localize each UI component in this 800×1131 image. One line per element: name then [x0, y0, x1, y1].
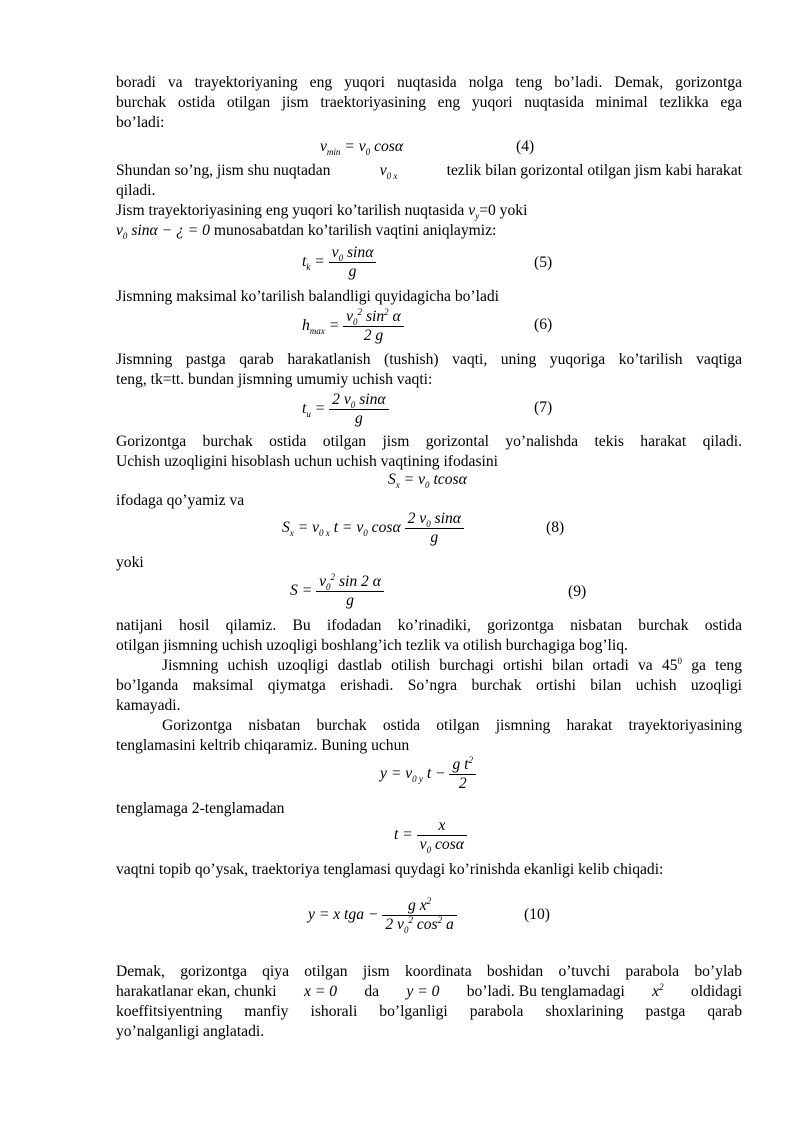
text-line: otilgan jismning uchish uzoqligi boshlang’ich tezlik va otilish burchagiga bog’liq.: [116, 637, 628, 654]
text-line: [116, 161, 742, 180]
text-line: vaqtni topib qo’ysak, traektoriya tenglamasi quydagi ko’rinishda ekanligi kelib chiqadi:: [116, 861, 664, 878]
text-line: natijani hosil qilamiz. Bu ifodadan ko’rinadiki, gorizontga nisbatan burchak ostida: [116, 617, 742, 634]
equation-number: (5): [534, 254, 553, 271]
text-line: qiladi.: [116, 182, 156, 199]
text-segment: Shundan so’ng, jism shu nuqtadan: [116, 162, 331, 179]
equation-10: y = x tga − $\frac{g x^2}{2 v_0^2 \cos^2 a}$: [308, 897, 457, 934]
text-line: tenglamasini keltrib chiqaramiz. Buning uchun: [116, 737, 410, 754]
text-line: kamayadi.: [116, 697, 181, 714]
text-line: teng, tk=tt. bundan jismning umumiy uchish vaqti:: [116, 371, 433, 388]
text-line: [116, 221, 742, 240]
equation-6: $h_{max}$ = $\frac{v_0^2 \sin^2 \alpha}{2 g}$: [302, 308, 404, 345]
text-line: yo’nalganligi anglatadi.: [116, 1023, 265, 1040]
text-line: bo’lganda maksimal qiymatga erishadi. So’ngra burchak ortishi bilan uchish uzoqligi: [116, 677, 742, 694]
text-line: bo’ladi:: [116, 114, 165, 131]
text-segment: ga teng: [691, 657, 742, 674]
text-segment: Jism trayektoriyasining eng yuqori ko’tarilish nuqtasida: [116, 202, 465, 219]
inline-math: $v_y$: [468, 202, 480, 222]
text-segment: da: [364, 983, 380, 1000]
text-segment: harakatlanar ekan, chunki: [116, 983, 277, 1000]
equation-number: (10): [524, 906, 550, 923]
equation-sx: $S_x = v_0$ tcosα: [388, 471, 467, 491]
inline-math: $v_{0 x}$: [379, 162, 398, 182]
text-segment: oldidagi: [690, 983, 742, 1000]
text-line: [116, 656, 742, 675]
inline-math: x = 0: [303, 983, 337, 1000]
text-line: Jismning pastga qarab harakatlanish (tushish) vaqti, uning yuqoriga ko’tarilish vaqtiga: [116, 351, 742, 368]
text-line: [116, 201, 742, 220]
inline-math: $v_0$ sinα − ¿ = 0: [116, 222, 210, 242]
text-segment: tezlik bilan gorizontal otilgan jism kabi harakat: [446, 162, 742, 179]
text-line: Gorizontga burchak ostida otilgan jism gorizontal yo’nalishda tekis harakat qiladi.: [116, 433, 742, 450]
text-segment: munosabatdan ko’tarilish vaqtini aniqlaymiz:: [213, 222, 497, 239]
text-line: koeffitsiyentning manfiy ishorali bo’lganligi parabola shoxlarining pastga qarab: [116, 1003, 742, 1020]
equation-number: (7): [534, 399, 553, 416]
equation-t: t = $\frac{x}{v_0 \cos\alpha}$: [394, 817, 467, 854]
equation-7: $t_u$ = $\frac{2 v_0 \sin\alpha}{g}$: [302, 391, 389, 428]
equation-5: $t_k$ = $\frac{v_0 \sin\alpha}{g}$: [302, 244, 376, 281]
text-line: Uchish uzoqligini hisoblash uchun uchish vaqtining ifodasini: [116, 453, 499, 470]
text-line: Jismning maksimal ko’tarilish balandligi quyidagicha bo’ladi: [116, 288, 499, 305]
text-line: ifodaga qo’yamiz va: [116, 492, 245, 509]
equation-number: (4): [516, 138, 535, 155]
equation-number: (6): [534, 316, 553, 333]
text-segment: Jismning uchish uzoqligi dastlab otilish burchagi ortishi bilan ortadi va: [162, 657, 653, 674]
text-line: tenglamaga 2-tenglamadan: [116, 800, 285, 817]
equation-8: $S_x = v_{0 x}$ $t = v_0$ cosα $\frac{2 v_0 \sin\alpha}{g}$: [282, 510, 464, 547]
text-line: yoki: [116, 554, 144, 571]
text-line: boradi va trayektoriyaning eng yuqori nuqtasida nolga teng bo’ladi. Demak, gorizontga: [116, 74, 742, 91]
inline-math: $45^0$: [661, 655, 683, 674]
text-segment: =0 yoki: [479, 202, 528, 219]
inline-math: $x^2$: [652, 981, 664, 1000]
text-line: [116, 982, 742, 1001]
equation-4: $v_{min} = v_0$ cosα: [320, 138, 404, 158]
equation-y: $y = v_{0 y}$ t − $\frac{g t^2}{2}$: [380, 756, 476, 793]
text-segment: bo’ladi. Bu tenglamadagi: [466, 983, 625, 1000]
equation-9: S = $\frac{v_0^2 \sin 2 \alpha}{g}$: [290, 573, 384, 610]
equation-number: (9): [568, 583, 587, 600]
text-line: Gorizontga nisbatan burchak ostida otilgan jismning harakat trayektoriyasining: [162, 717, 742, 734]
text-line: Demak, gorizontga qiya otilgan jism koordinata boshidan o’tuvchi parabola bo’ylab: [116, 963, 742, 980]
equation-number: (8): [546, 519, 565, 536]
inline-math: y = 0: [406, 983, 440, 1000]
text-line: burchak ostida otilgan jism traektoriyasining eng yuqori nuqtasida minimal tezlikka ega: [116, 94, 742, 111]
